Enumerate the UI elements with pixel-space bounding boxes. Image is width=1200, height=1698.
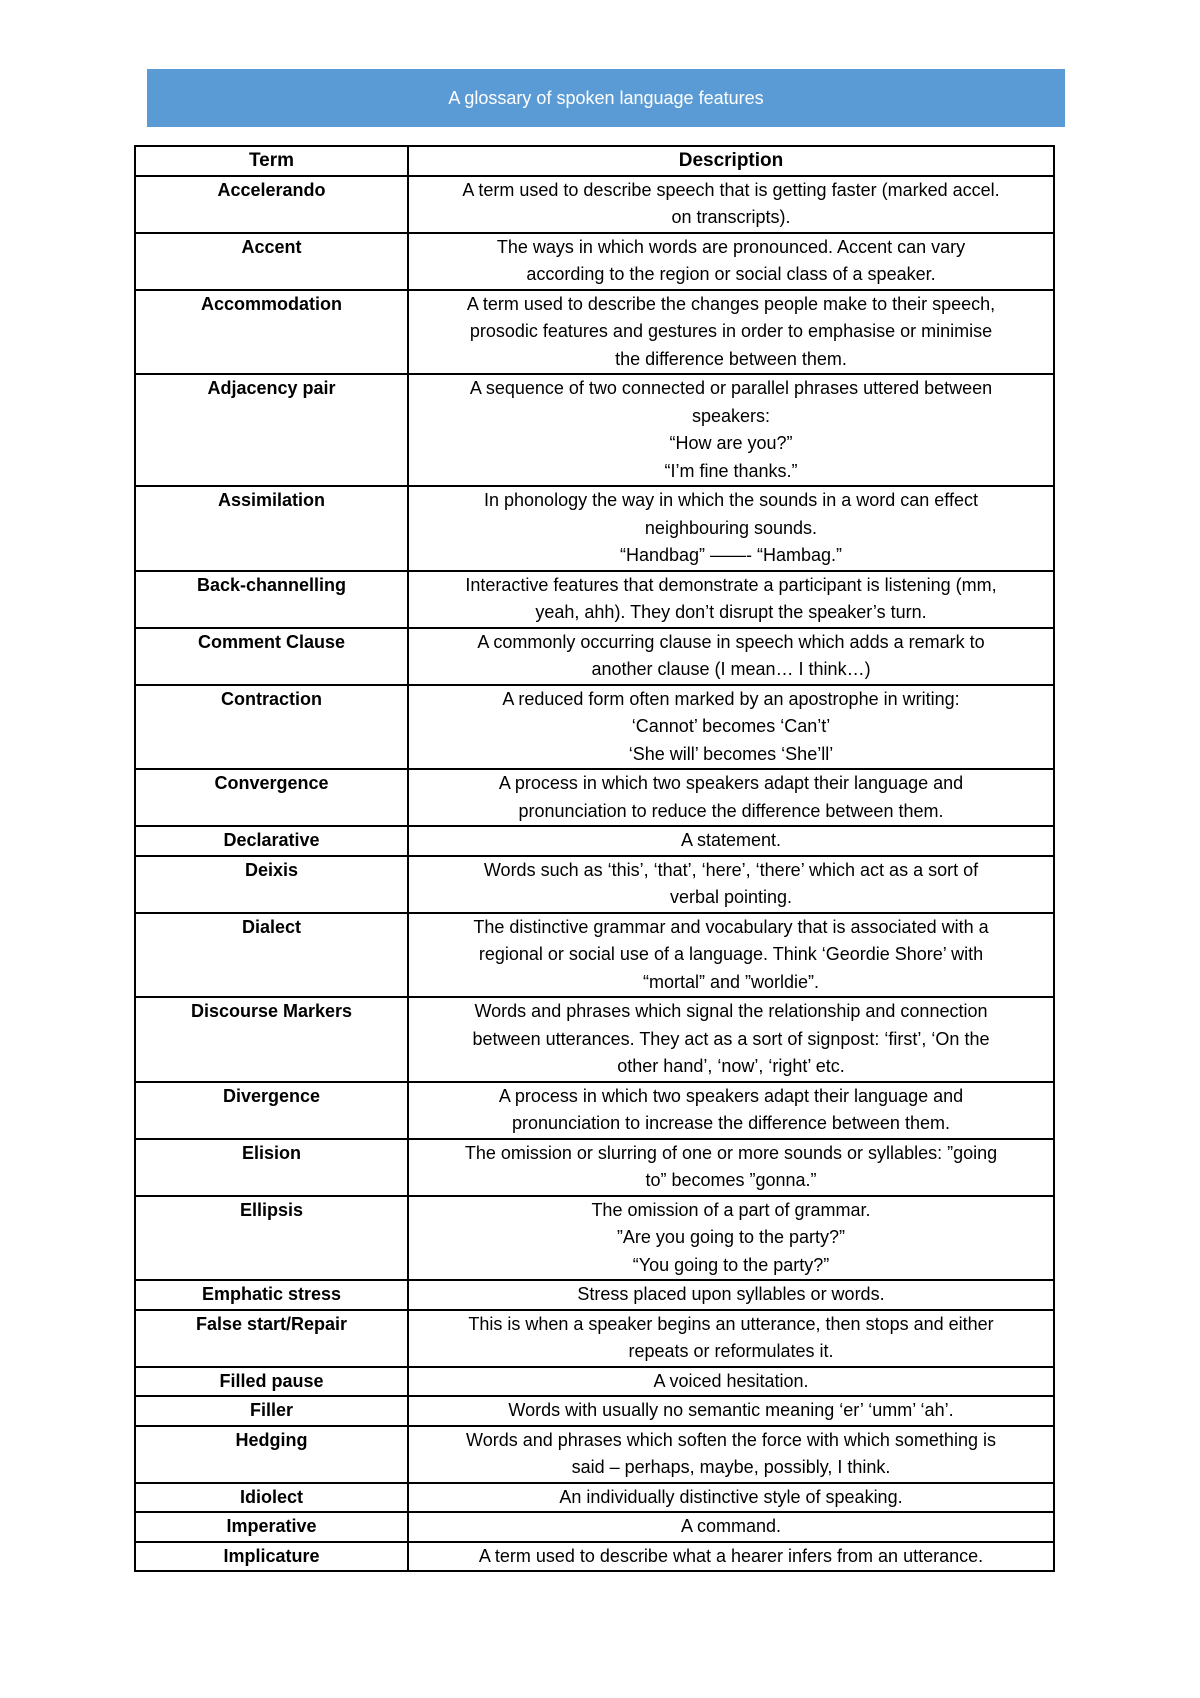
description-line: to” becomes ”gonna.” <box>645 1170 817 1190</box>
term-cell: Back-channelling <box>135 571 408 628</box>
term-cell: Comment Clause <box>135 628 408 685</box>
description-line: Stress placed upon syllables or words. <box>577 1284 885 1304</box>
term-cell: Filler <box>135 1396 408 1426</box>
column-header-term: Term <box>135 146 408 176</box>
description-line: Interactive features that demonstrate a participant is listening (mm, <box>465 574 997 595</box>
description-cell <box>408 1139 1054 1196</box>
description-cell <box>408 628 1054 685</box>
description-cell <box>408 486 1054 571</box>
description-cell <box>408 685 1054 770</box>
description-line: “mortal” and ”worldie”. <box>642 971 820 992</box>
table-row <box>135 571 1054 628</box>
description-line: A term used to describe speech that is getting faster (marked accel. <box>462 179 1000 200</box>
term-cell: Imperative <box>135 1512 408 1542</box>
description-line: regional or social use of a language. Think ‘Geordie Shore’ with <box>478 944 984 964</box>
term-cell: Assimilation <box>135 486 408 571</box>
description-cell <box>408 374 1054 486</box>
table-row <box>135 997 1054 1082</box>
table-row <box>135 1139 1054 1196</box>
description-cell <box>408 769 1054 826</box>
description-cell <box>408 176 1054 233</box>
description-line: on transcripts). <box>671 207 791 227</box>
description-line: A sequence of two connected or parallel phrases uttered between <box>469 378 993 398</box>
description-cell <box>408 1280 1054 1310</box>
term-cell: Idiolect <box>135 1483 408 1513</box>
description-line: prosodic features and gestures in order to emphasise or minimise <box>469 321 993 341</box>
description-line: A term used to describe the changes people make to their speech, <box>466 293 996 314</box>
term-cell: Ellipsis <box>135 1196 408 1281</box>
document-title: A glossary of spoken language features <box>448 87 764 108</box>
description-line: The omission or slurring of one or more sounds or syllables: ”going <box>464 1142 998 1163</box>
table-row <box>135 1196 1054 1281</box>
description-line: pronunciation to reduce the difference between them. <box>518 800 944 821</box>
description-cell <box>408 1367 1054 1397</box>
description-line: “I’m fine thanks.” <box>664 460 798 481</box>
description-line: This is when a speaker begins an utterance, then stops and either <box>468 1313 994 1334</box>
description-cell <box>408 1426 1054 1483</box>
description-cell <box>408 571 1054 628</box>
description-cell <box>408 913 1054 998</box>
description-line: “How are you?” <box>669 433 793 453</box>
description-line: Words and phrases which signal the relationship and connection <box>474 1001 988 1021</box>
term-cell: Deixis <box>135 856 408 913</box>
description-line: A process in which two speakers adapt their language and <box>498 1085 964 1106</box>
description-line: the difference between them. <box>615 348 847 369</box>
term-cell: Accelerando <box>135 176 408 233</box>
description-cell <box>408 1396 1054 1426</box>
description-line: speakers: <box>691 405 771 426</box>
description-line: ”Are you going to the party?” <box>616 1227 846 1247</box>
description-line: A commonly occurring clause in speech which adds a remark to <box>477 631 985 652</box>
term-cell: False start/Repair <box>135 1310 408 1367</box>
description-line: A statement. <box>680 830 782 850</box>
term-cell: Elision <box>135 1139 408 1196</box>
table-row <box>135 1082 1054 1139</box>
description-line: The distinctive grammar and vocabulary that is associated with a <box>473 916 989 937</box>
description-line: Words and phrases which soften the force with which something is <box>466 1429 996 1450</box>
glossary-body <box>135 176 1054 1572</box>
description-line: ‘Cannot’ becomes ‘Can’t’ <box>631 716 831 736</box>
description-line: The ways in which words are pronounced. Accent can vary <box>496 236 966 257</box>
description-line: Words with usually no semantic meaning ‘er’ ‘umm’ ‘ah’. <box>508 1400 954 1420</box>
description-cell <box>408 856 1054 913</box>
description-line: neighbouring sounds. <box>644 517 818 538</box>
term-cell: Divergence <box>135 1082 408 1139</box>
document-title-banner <box>147 69 1065 127</box>
table-row <box>135 913 1054 998</box>
description-line: according to the region or social class of a speaker. <box>526 264 936 284</box>
description-cell <box>408 1542 1054 1572</box>
table-row <box>135 1280 1054 1310</box>
term-cell: Convergence <box>135 769 408 826</box>
table-row <box>135 233 1054 290</box>
table-row <box>135 1512 1054 1542</box>
description-line: The omission of a part of grammar. <box>591 1199 871 1220</box>
description-line: said – perhaps, maybe, possibly, I think. <box>571 1457 891 1477</box>
description-line: another clause (I mean… I think…) <box>591 659 871 679</box>
description-line: between utterances. They act as a sort of signpost: ‘first’, ‘On the <box>472 1028 990 1049</box>
table-header-row <box>135 146 1054 176</box>
description-cell <box>408 1483 1054 1513</box>
description-cell <box>408 1512 1054 1542</box>
description-line: “You going to the party?” <box>632 1254 830 1275</box>
description-cell <box>408 290 1054 375</box>
description-line: Words such as ‘this’, ‘that’, ‘here’, ‘there’ which act as a sort of <box>483 859 979 880</box>
description-line: other hand’, ‘now’, ‘right’ etc. <box>617 1056 845 1076</box>
term-cell: Emphatic stress <box>135 1280 408 1310</box>
term-cell: Hedging <box>135 1426 408 1483</box>
description-cell <box>408 826 1054 856</box>
description-cell <box>408 1310 1054 1367</box>
table-row <box>135 1396 1054 1426</box>
description-line: yeah, ahh). They don’t disrupt the speaker’s turn. <box>535 602 927 622</box>
term-cell: Accommodation <box>135 290 408 375</box>
term-cell: Contraction <box>135 685 408 770</box>
term-cell: Accent <box>135 233 408 290</box>
description-line: An individually distinctive style of speaking. <box>559 1486 903 1507</box>
description-cell <box>408 1082 1054 1139</box>
table-row <box>135 685 1054 770</box>
term-cell: Declarative <box>135 826 408 856</box>
description-line: “Handbag” ——- “Hambag.” <box>619 545 843 565</box>
term-cell: Dialect <box>135 913 408 998</box>
description-cell <box>408 233 1054 290</box>
description-line: A command. <box>680 1516 782 1536</box>
term-cell: Discourse Markers <box>135 997 408 1082</box>
table-row <box>135 1542 1054 1572</box>
description-cell <box>408 997 1054 1082</box>
table-row <box>135 374 1054 486</box>
term-cell: Implicature <box>135 1542 408 1572</box>
table-row <box>135 1310 1054 1367</box>
column-header-description: Description <box>408 146 1054 176</box>
table-row <box>135 1426 1054 1483</box>
table-row <box>135 290 1054 375</box>
description-line: In phonology the way in which the sounds in a word can effect <box>484 490 978 510</box>
description-line: A voiced hesitation. <box>653 1370 809 1391</box>
table-row <box>135 1483 1054 1513</box>
description-line: A process in which two speakers adapt their language and <box>498 773 964 793</box>
description-line: A term used to describe what a hearer infers from an utterance. <box>478 1545 984 1566</box>
table-row <box>135 769 1054 826</box>
table-row <box>135 826 1054 856</box>
description-line: verbal pointing. <box>669 887 793 907</box>
description-line: repeats or reformulates it. <box>628 1341 834 1361</box>
term-cell: Adjacency pair <box>135 374 408 486</box>
table-row <box>135 1367 1054 1397</box>
description-line: A reduced form often marked by an apostrophe in writing: <box>502 688 960 709</box>
table-row <box>135 628 1054 685</box>
description-cell <box>408 1196 1054 1281</box>
description-line: ‘She will’ becomes ‘She’ll’ <box>628 743 834 764</box>
table-row <box>135 486 1054 571</box>
table-row <box>135 176 1054 233</box>
description-line: pronunciation to increase the difference between them. <box>512 1113 950 1133</box>
table-row <box>135 856 1054 913</box>
glossary-table <box>134 145 1055 1572</box>
term-cell: Filled pause <box>135 1367 408 1397</box>
